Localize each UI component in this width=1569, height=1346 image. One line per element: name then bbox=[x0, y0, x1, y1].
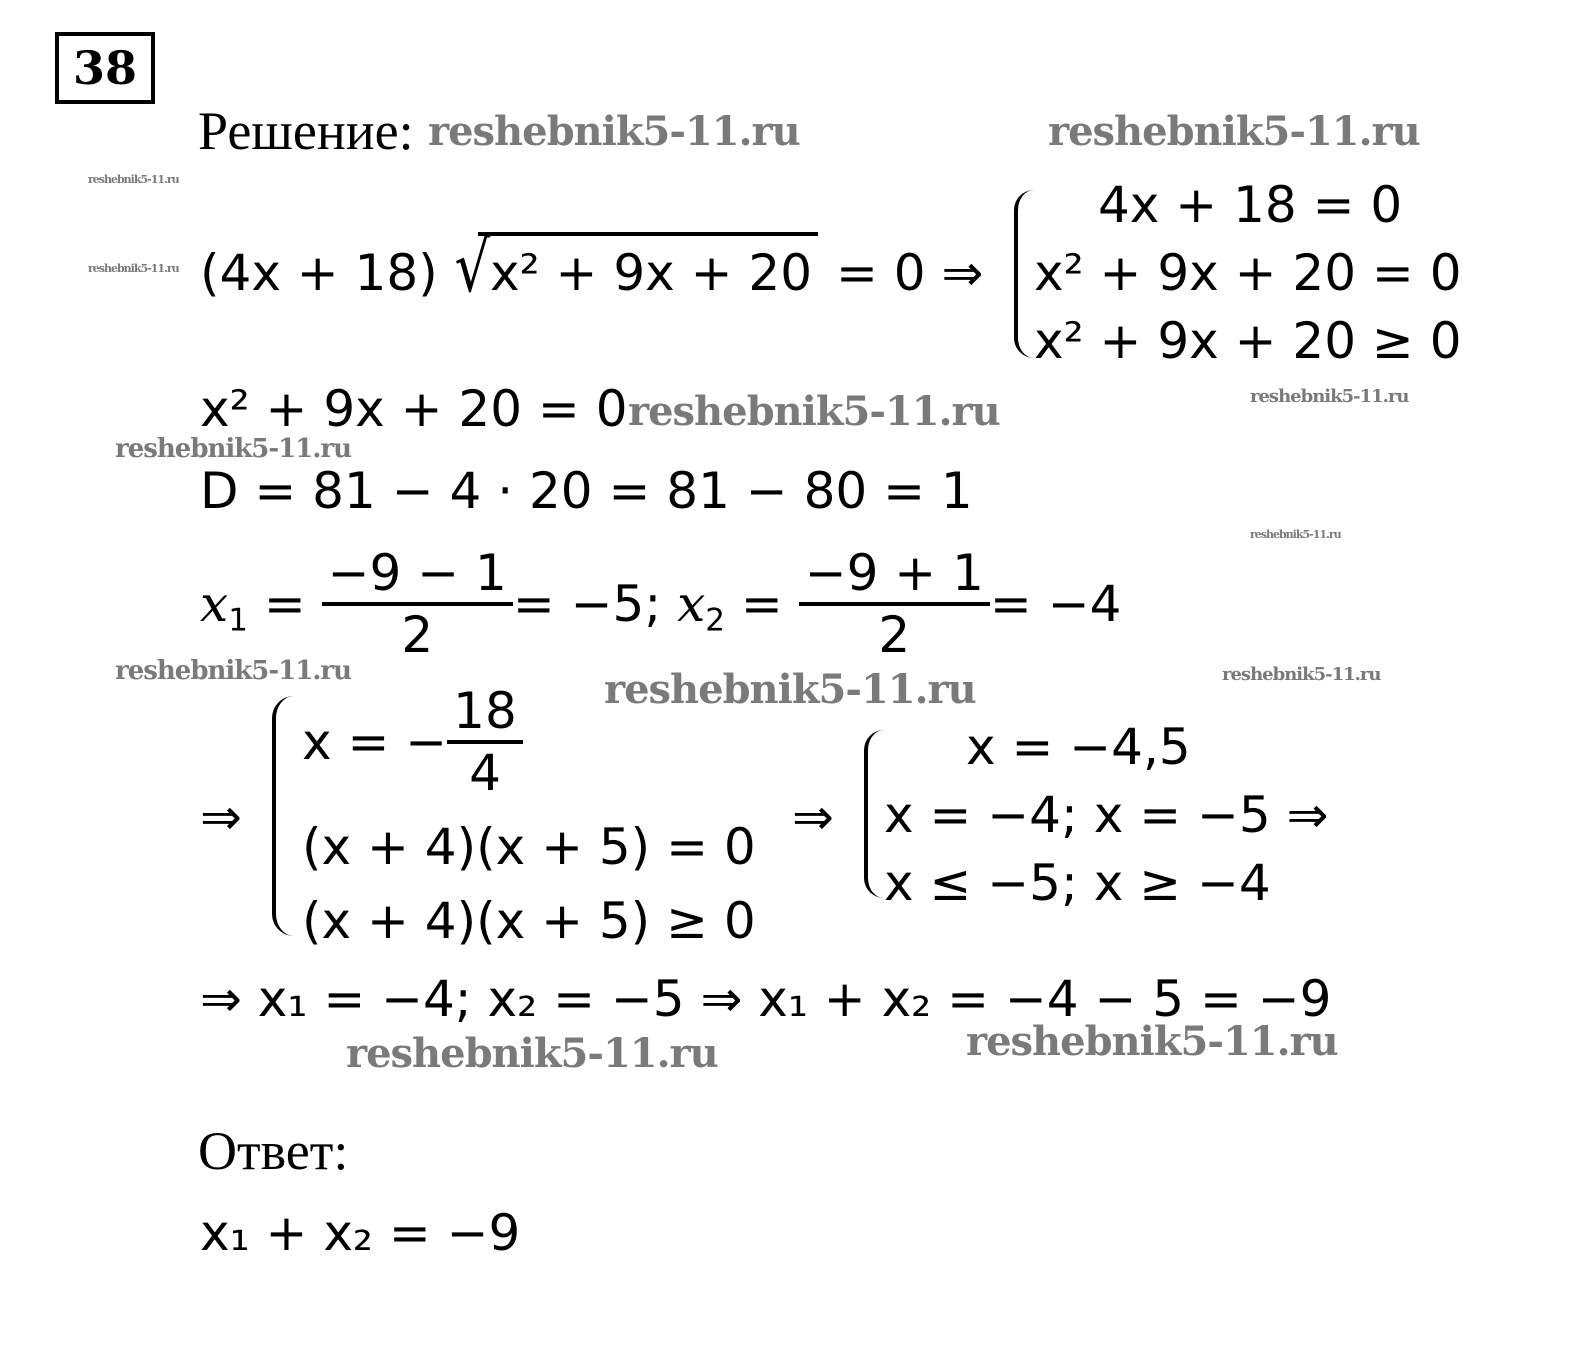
quad-equation: x² + 9x + 20 = 0 bbox=[200, 380, 628, 438]
watermark: reshebnik5-11.ru bbox=[115, 434, 352, 464]
watermark: reshebnik5-11.ru bbox=[966, 1018, 1338, 1065]
line1-factor: (4x + 18) bbox=[200, 244, 438, 302]
sqrt-sign: √ bbox=[454, 226, 491, 308]
sqrt-bar bbox=[478, 232, 818, 236]
system2-line: (x + 4)(x + 5) ≥ 0 bbox=[302, 892, 756, 950]
watermark: reshebnik5-11.ru bbox=[1222, 664, 1381, 685]
system2-brace bbox=[272, 696, 294, 936]
line1-radicand: x² + 9x + 20 bbox=[490, 244, 813, 302]
system3-brace bbox=[864, 730, 884, 898]
watermark: reshebnik5-11.ru bbox=[428, 108, 800, 155]
system2-arrow: ⇒ bbox=[200, 788, 242, 846]
x1-denominator: 2 bbox=[322, 602, 513, 660]
system1-brace bbox=[1014, 190, 1034, 358]
system1-line: x² + 9x + 20 = 0 bbox=[1034, 244, 1462, 302]
system2-numerator: 18 bbox=[453, 682, 517, 740]
system3-line: x = −4,5 bbox=[966, 718, 1191, 776]
watermark: reshebnik5-11.ru bbox=[1048, 108, 1420, 155]
problem-number: 38 bbox=[55, 32, 155, 104]
system3-line: x ≤ −5; x ≥ −4 bbox=[884, 854, 1271, 912]
x2-numerator: −9 + 1 bbox=[804, 544, 984, 602]
watermark: reshebnik5-11.ru bbox=[1250, 386, 1409, 407]
x1-fraction bbox=[322, 544, 513, 664]
x2-fraction bbox=[799, 544, 990, 664]
watermark: reshebnik5-11.ru bbox=[88, 173, 179, 186]
system2-line bbox=[302, 682, 523, 802]
x1-numerator: −9 − 1 bbox=[327, 544, 507, 602]
system2-fraction bbox=[447, 682, 523, 802]
watermark: reshebnik5-11.ru bbox=[1250, 528, 1341, 541]
system3-arrow: ⇒ bbox=[792, 788, 834, 846]
conclusion: ⇒ x₁ = −4; x₂ = −5 ⇒ x₁ + x₂ = −4 − 5 = −9 bbox=[200, 970, 1332, 1028]
system2-line: (x + 4)(x + 5) = 0 bbox=[302, 818, 756, 876]
line1-rhs: = 0 ⇒ bbox=[836, 244, 984, 302]
x1-value: = −5; bbox=[512, 575, 662, 633]
system2-first-prefix: x = − bbox=[302, 713, 448, 771]
watermark: reshebnik5-11.ru bbox=[346, 1030, 718, 1077]
x2-value: = −4 bbox=[989, 575, 1122, 633]
answer-heading: Ответ: bbox=[198, 1121, 349, 1181]
watermark: reshebnik5-11.ru bbox=[88, 262, 179, 275]
system2-denominator: 4 bbox=[447, 740, 523, 798]
system3-line: x = −4; x = −5 ⇒ bbox=[884, 786, 1329, 844]
watermark: reshebnik5-11.ru bbox=[115, 656, 352, 686]
watermark: reshebnik5-11.ru bbox=[628, 388, 1000, 435]
system1-line: x² + 9x + 20 ≥ 0 bbox=[1034, 312, 1462, 370]
x2-denominator: 2 bbox=[799, 602, 990, 660]
roots-line: $x_1$ = $\frac{-9 - 1}{2}$ = −5; $x_2$ = $\frac{-9 + 1}{2}$ = −4 bbox=[200, 544, 1122, 664]
discriminant: D = 81 − 4 · 20 = 81 − 80 = 1 bbox=[200, 462, 973, 520]
system1-line: 4x + 18 = 0 bbox=[1098, 176, 1403, 234]
watermark: reshebnik5-11.ru bbox=[604, 666, 976, 713]
answer-value: x₁ + x₂ = −9 bbox=[200, 1204, 521, 1262]
solution-heading: Решение: bbox=[198, 101, 414, 161]
